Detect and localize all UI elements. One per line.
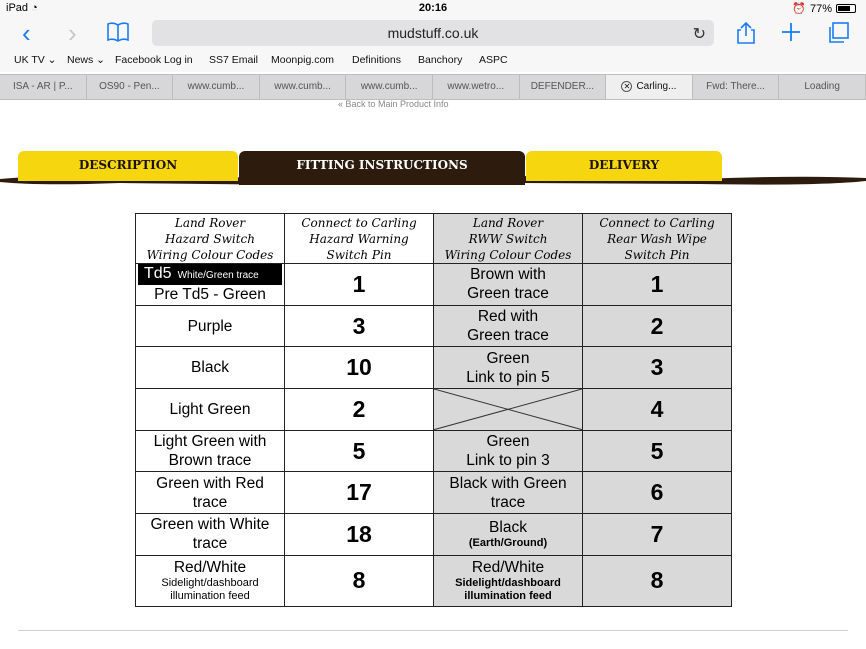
table-row xyxy=(136,347,732,389)
bookmark-item[interactable]: Facebook Log in xyxy=(115,54,193,66)
not-applicable-cross xyxy=(434,389,582,430)
bookmark-item[interactable]: UK TV ⌄ xyxy=(14,54,57,66)
url-text: mudstuff.co.uk xyxy=(387,25,479,41)
back-to-product-link[interactable]: « Back to Main Product Info xyxy=(338,99,449,109)
rww-colour-cell: Green Link to pin 3 xyxy=(434,430,583,472)
rww-colour-cell: Red/White Sidelight/dashboard illumination feed xyxy=(434,555,583,606)
rww-pin-cell: 8 xyxy=(583,555,732,606)
bookmark-item[interactable]: ASPC xyxy=(479,54,508,66)
browser-tab[interactable]: www.cumb... xyxy=(346,75,433,99)
table-row xyxy=(136,389,732,431)
hazard-colour-cell: Purple xyxy=(136,305,285,347)
td5-label: Td5 White/Green trace xyxy=(138,264,282,285)
hazard-pin-cell: 10 xyxy=(285,347,434,389)
rww-pin-cell: 2 xyxy=(583,305,732,347)
table-row xyxy=(136,305,732,347)
browser-toolbar xyxy=(0,18,866,50)
tab-delivery[interactable]: DELIVERY xyxy=(526,151,722,181)
wifi-icon: ◔ xyxy=(31,2,38,14)
rww-colour-cell: Green Link to pin 5 xyxy=(434,347,583,389)
rww-pin-cell: 1 xyxy=(583,264,732,306)
back-button[interactable]: ‹ xyxy=(22,18,31,48)
hazard-colour-cell: Black xyxy=(136,347,285,389)
hazard-pin-cell: 5 xyxy=(285,430,434,472)
table-row xyxy=(136,514,732,556)
new-tab-button[interactable] xyxy=(780,21,802,48)
wiring-table xyxy=(135,213,732,607)
bookmarks-bar xyxy=(0,50,866,72)
hazard-pin-cell: 3 xyxy=(285,305,434,347)
device-label: iPad ◔ xyxy=(6,2,38,14)
alarm-icon: ⏰ xyxy=(792,3,806,15)
footer-divider xyxy=(18,630,848,631)
battery-percent: 77% xyxy=(809,2,832,15)
hazard-colour-cell: Green with White trace xyxy=(136,514,285,556)
hazard-pin-cell: 1 xyxy=(285,264,434,306)
browser-tab[interactable]: Fwd: There... xyxy=(693,75,780,99)
rww-colour-cell: Black (Earth/Ground) xyxy=(434,514,583,556)
address-bar[interactable] xyxy=(152,20,714,46)
browser-tab[interactable]: Loading xyxy=(779,75,866,99)
rww-pin-cell: 6 xyxy=(583,472,732,514)
browser-tab[interactable]: www.wetro... xyxy=(433,75,520,99)
browser-tab[interactable]: ISA - AR | P... xyxy=(0,75,87,99)
browser-tab-active[interactable]: ✕ Carling... xyxy=(606,75,693,99)
bookmarks-button[interactable] xyxy=(106,21,130,48)
browser-tab[interactable]: www.cumb... xyxy=(173,75,260,99)
table-row xyxy=(136,264,732,306)
hazard-pin-cell: 8 xyxy=(285,555,434,606)
browser-tab[interactable]: DEFENDER... xyxy=(520,75,607,99)
table-row xyxy=(136,430,732,472)
bookmark-item[interactable]: Moonpig.com xyxy=(271,54,335,66)
header-hazard-colour: Land Rover Hazard Switch Wiring Colour Codes xyxy=(136,214,285,264)
hazard-colour-cell: Green with Red trace xyxy=(136,472,285,514)
rww-colour-cell: Black with Green trace xyxy=(434,472,583,514)
rww-pin-cell: 3 xyxy=(583,347,732,389)
hazard-pin-cell: 17 xyxy=(285,472,434,514)
clock: 20:16 xyxy=(418,2,448,14)
tab-fitting-instructions[interactable]: FITTING INSTRUCTIONS xyxy=(239,151,525,185)
hazard-colour-cell: Td5 White/Green trace Pre Td5 - Green xyxy=(136,264,285,306)
browser-tab[interactable]: www.cumb... xyxy=(260,75,347,99)
hazard-colour-cell: Red/White Sidelight/dashboard illumination feed xyxy=(136,555,285,606)
rww-colour-cell: Brown with Green trace xyxy=(434,264,583,306)
rww-colour-cell xyxy=(434,389,583,431)
battery-icon xyxy=(836,4,856,13)
table-row xyxy=(136,472,732,514)
reload-icon[interactable]: ↻ xyxy=(692,26,706,43)
hazard-pin-cell: 18 xyxy=(285,514,434,556)
rww-colour-cell: Red with Green trace xyxy=(434,305,583,347)
status-bar xyxy=(0,0,866,18)
bookmark-item[interactable]: Banchory xyxy=(418,54,463,66)
browser-tab-strip xyxy=(0,74,866,100)
header-hazard-pin: Connect to Carling Hazard Warning Switch Pin xyxy=(285,214,434,264)
share-button[interactable] xyxy=(735,21,757,50)
tab-description[interactable]: DESCRIPTION xyxy=(18,151,238,181)
header-rww-colour: Land Rover RWW Switch Wiring Colour Codes xyxy=(434,214,583,264)
tabs-overview-button[interactable] xyxy=(826,21,850,50)
header-rww-pin: Connect to Carling Rear Wash Wipe Switch Pin xyxy=(583,214,732,264)
rww-pin-cell: 7 xyxy=(583,514,732,556)
browser-tab[interactable]: OS90 - Pen... xyxy=(87,75,174,99)
bookmark-item[interactable]: News ⌄ xyxy=(67,54,105,66)
rww-pin-cell: 5 xyxy=(583,430,732,472)
table-row xyxy=(136,555,732,606)
rww-pin-cell: 4 xyxy=(583,389,732,431)
bookmark-item[interactable]: SS7 Email xyxy=(209,54,259,66)
forward-button[interactable]: › xyxy=(68,18,77,48)
hazard-colour-cell: Light Green xyxy=(136,389,285,431)
bookmark-item[interactable]: Definitions xyxy=(352,54,402,66)
close-tab-icon[interactable]: ✕ xyxy=(621,81,632,92)
hazard-colour-cell: Light Green with Brown trace xyxy=(136,430,285,472)
hazard-pin-cell: 2 xyxy=(285,389,434,431)
